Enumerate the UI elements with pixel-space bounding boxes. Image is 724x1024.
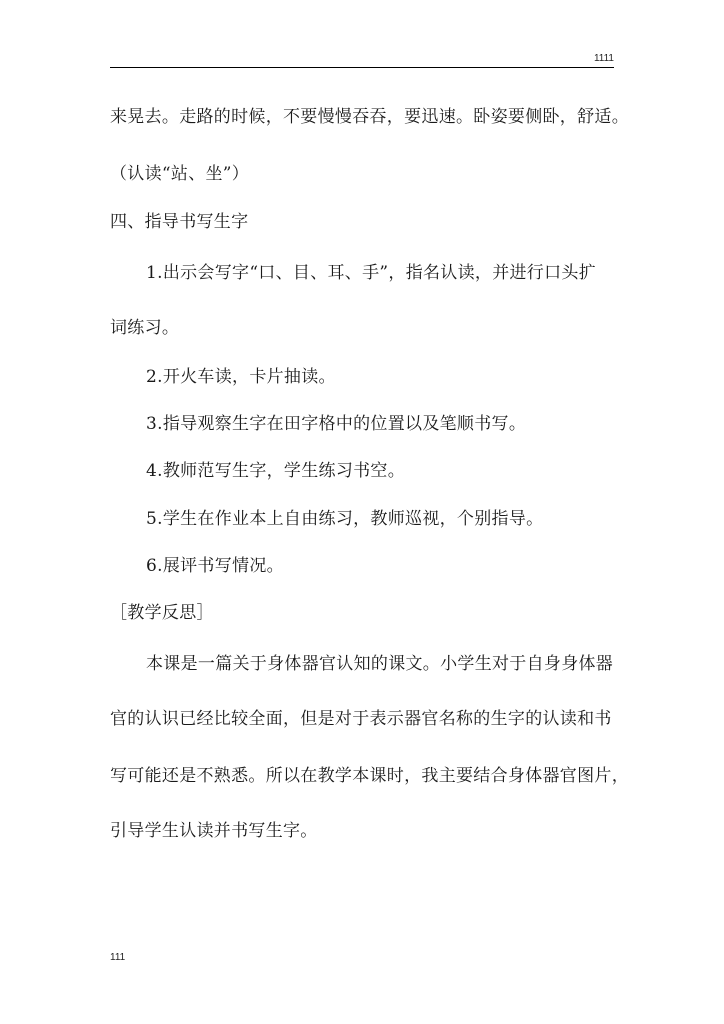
reflection-line-4: 引导学生认读并书写生字。 [110,821,318,841]
header-rule [110,67,614,68]
reflection-line-3: 写可能还是不熟悉。所以在教学本课时，我主要结合身体器官图片， [110,766,629,786]
footer-page-number: 111 [110,952,126,963]
paragraph-posture: 来晃去。走路的时候，不要慢慢吞吞，要迅速。卧姿要侧卧，舒适。 [110,107,629,127]
step-1-line-2: 词练习。 [110,318,180,338]
header-page-number: 1111 [593,53,614,64]
step-6: 6.展评书写情况。 [146,556,284,576]
paragraph-recognize-words: （认读“站、坐”） [110,164,250,184]
step-1-line-1: 1.出示会写字“口、目、耳、手”，指名认读，并进行口头扩 [146,263,597,283]
reflection-line-2: 官的认识已经比较全面，但是对于表示器官名称的生字的认读和书 [110,709,612,729]
step-2: 2.开火车读，卡片抽读。 [146,367,336,387]
section-heading: 四、指导书写生字 [110,212,249,232]
step-4: 4.教师范写生字，学生练习书空。 [146,461,406,481]
step-3: 3.指导观察生字在田字格中的位置以及笔顺书写。 [146,414,527,434]
step-5: 5.学生在作业本上自由练习，教师巡视，个别指导。 [146,509,544,529]
reflection-line-1: 本课是一篇关于身体器官认知的课文。小学生对于自身身体器 [146,654,614,674]
reflection-heading: ［教学反思］ [110,603,214,623]
